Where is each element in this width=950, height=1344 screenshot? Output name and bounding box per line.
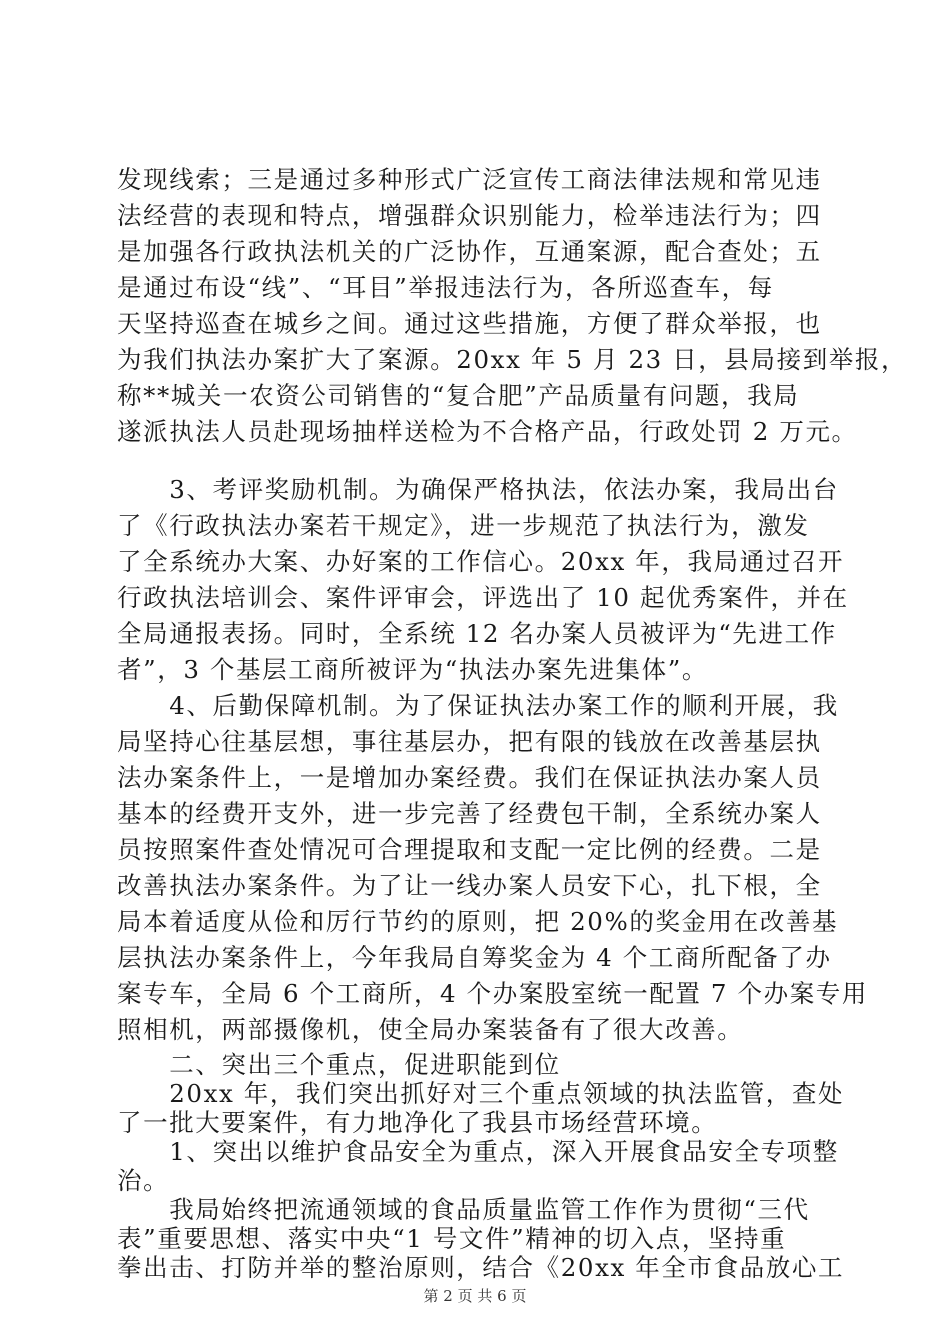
text-line: 基本的经费开支外，进一步完善了经费包干制，全系统办案人 bbox=[117, 799, 822, 828]
text-line: 遂派执法人员赴现场抽样送检为不合格产品，行政处罚 2 万元。 bbox=[117, 417, 858, 446]
text-line: 发现线索；三是通过多种形式广泛宣传工商法律法规和常见违 bbox=[117, 165, 822, 194]
paragraph-4-heading: 4、后勤保障机制。为了保证执法办案工作的顺利开展，我 bbox=[117, 691, 839, 720]
text-line: 治。 bbox=[117, 1166, 170, 1195]
text-line: 是加强各行政执法机关的广泛协作，互通案源，配合查处；五 bbox=[117, 237, 822, 266]
subsection-heading: 1、突出以维护食品安全为重点，深入开展食品安全专项整 bbox=[117, 1137, 839, 1166]
text-line: 表”重要思想、落实中央“1 号文件”精神的切入点，坚持重 bbox=[117, 1224, 787, 1253]
text-line: 局本着适度从俭和厉行节约的原则，把 20%的奖金用在改善基 bbox=[117, 907, 839, 936]
text-line: 拳出击、打防并举的整治原则，结合《20xx 年全市食品放心工 bbox=[117, 1253, 845, 1282]
text-line: 层执法办案条件上，今年我局自筹奖金为 4 个工商所配备了办 bbox=[117, 943, 832, 972]
text-line: 改善执法办案条件。为了让一线办案人员安下心，扎下根，全 bbox=[117, 871, 822, 900]
text-line: 法办案条件上，一是增加办案经费。我们在保证执法办案人员 bbox=[117, 763, 822, 792]
text-line: 行政执法培训会、案件评审会，评选出了 10 起优秀案件，并在 bbox=[117, 583, 849, 612]
text-line: 称**城关一农资公司销售的“复合肥”产品质量有问题，我局 bbox=[117, 381, 800, 410]
page-footer: 第 2 页 共 6 页 bbox=[423, 1287, 527, 1305]
text-line: 我局始终把流通领域的食品质量监管工作作为贯彻“三代 bbox=[117, 1195, 810, 1224]
text-line: 员按照案件查处情况可合理提取和支配一定比例的经费。二是 bbox=[117, 835, 822, 864]
text-line: 法经营的表现和特点，增强群众识别能力，检举违法行为；四 bbox=[117, 201, 822, 230]
text-line: 局坚持心往基层想，事往基层办，把有限的钱放在改善基层执 bbox=[117, 727, 822, 756]
text-line: 了一批大要案件，有力地净化了我县市场经营环境。 bbox=[117, 1108, 718, 1137]
text-line: 了《行政执法办案若干规定》，进一步规范了执法行为，激发 bbox=[117, 511, 810, 540]
text-line: 者”，3 个基层工商所被评为“执法办案先进集体”。 bbox=[117, 655, 708, 684]
section-heading: 二、突出三个重点，促进职能到位 bbox=[117, 1050, 561, 1079]
text-line: 了全系统办大案、办好案的工作信心。20xx 年，我局通过召开 bbox=[117, 547, 845, 576]
text-line: 为我们执法办案扩大了案源。20xx 年 5 月 23 日，县局接到举报， bbox=[117, 345, 908, 374]
text-line: 全局通报表扬。同时，全系统 12 名办案人员被评为“先进工作 bbox=[117, 619, 837, 648]
text-line: 案专车，全局 6 个工商所，4 个办案股室统一配置 7 个办案专用 bbox=[117, 979, 868, 1008]
text-line: 20xx 年，我们突出抓好对三个重点领域的执法监管，查处 bbox=[117, 1079, 845, 1108]
text-line: 天坚持巡查在城乡之间。通过这些措施，方便了群众举报，也 bbox=[117, 309, 822, 338]
text-line: 照相机，两部摄像机，使全局办案装备有了很大改善。 bbox=[117, 1015, 744, 1044]
text-line: 是通过布设“线”、“耳目”举报违法行为，各所巡查车，每 bbox=[117, 273, 774, 302]
paragraph-3-heading: 3、考评奖励机制。为确保严格执法，依法办案，我局出台 bbox=[117, 475, 839, 504]
